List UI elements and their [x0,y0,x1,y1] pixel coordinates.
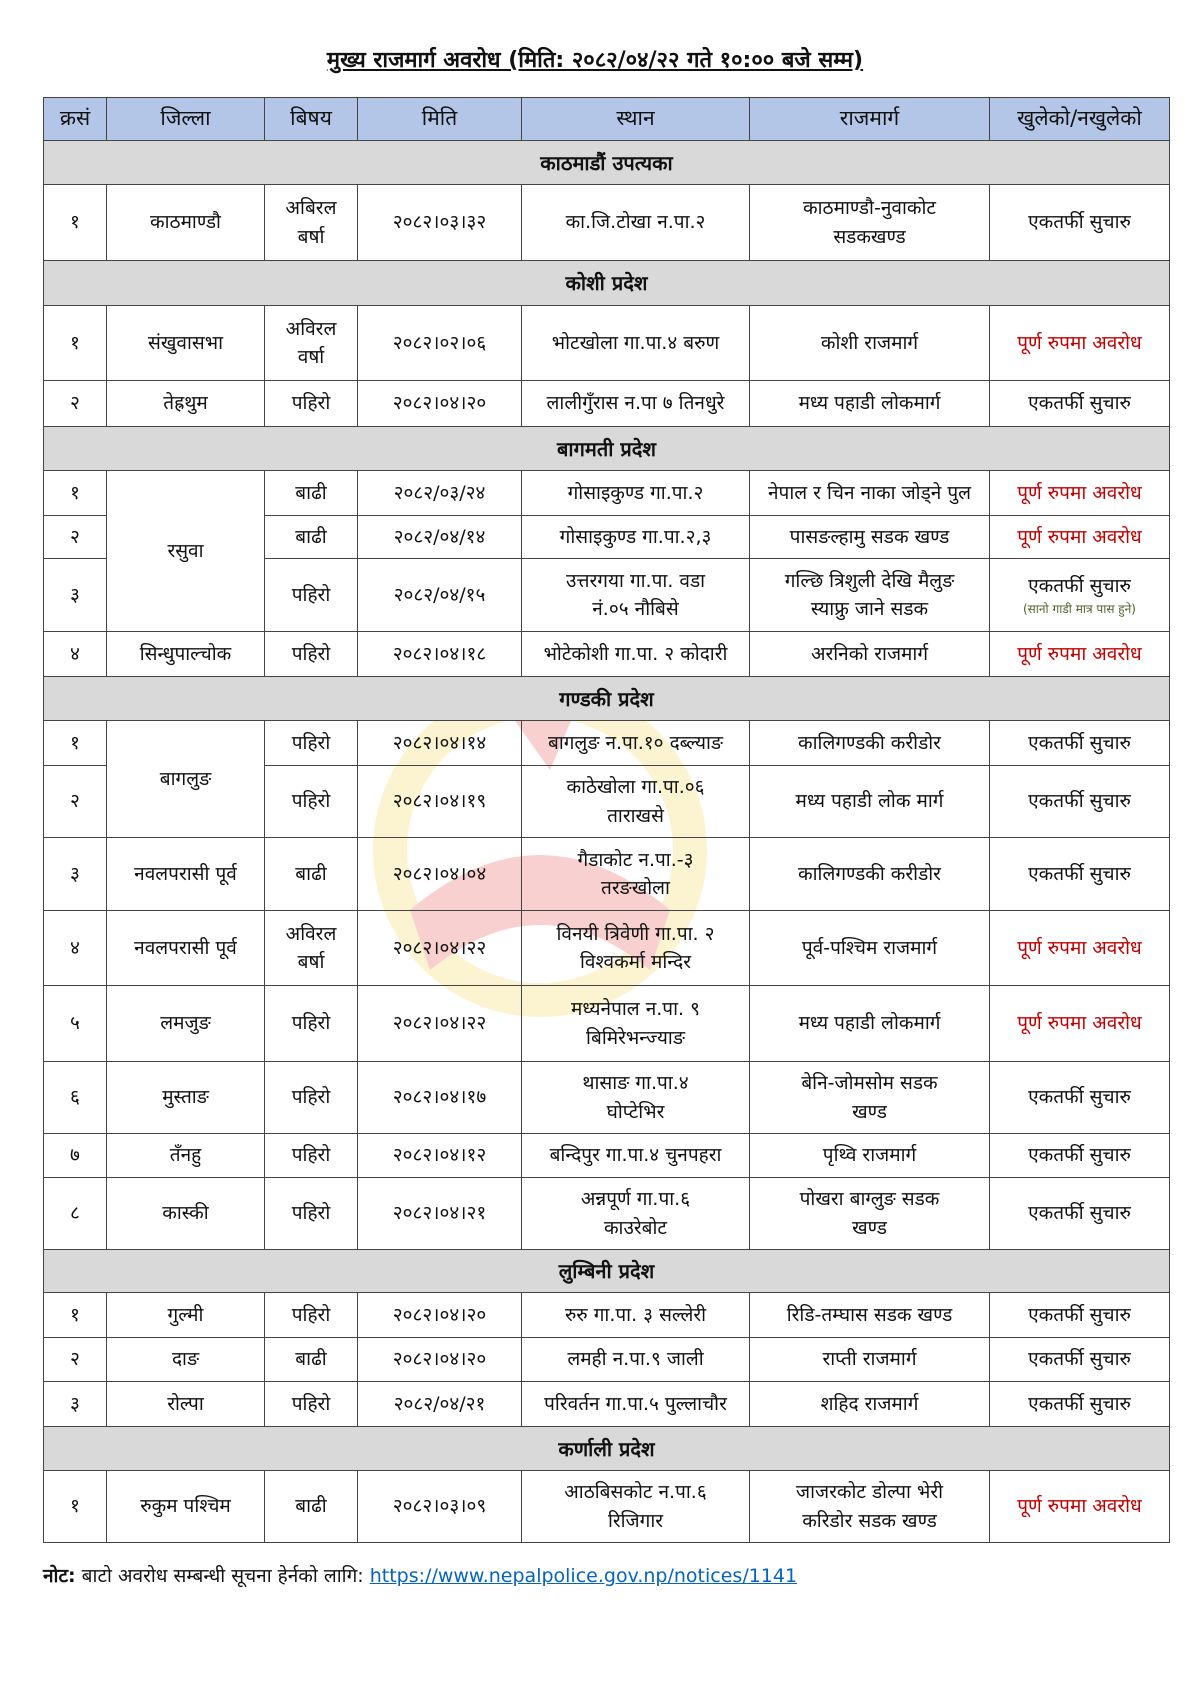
status-cell [990,1062,1170,1134]
status-open: एकतर्फी सुचारु [1028,1348,1131,1371]
place [522,986,750,1062]
place-line: गैडाकोट न.पा.-३ [577,848,694,871]
highway-line: खण्ड [852,1216,887,1239]
subject-line: अबिरल [285,197,337,219]
status-open: एकतर्फी सुचारु [1028,211,1131,234]
section-title: गण्डकी प्रदेश [44,677,1170,721]
section-title: लुम्बिनी प्रदेश [44,1250,1170,1293]
district: रसुवा [107,471,265,632]
place-line: लालीगुँरास न.पा ७ तिनधुरे [546,392,725,415]
table-row [44,838,1170,911]
district: तँनहु [107,1134,265,1178]
subject [265,516,358,559]
table-row [44,632,1170,677]
header-highway: राजमार्ग [750,98,990,141]
highway [750,559,990,632]
place-line: बिमिरेभन्ज्याङ [586,1026,685,1049]
subject [265,185,358,261]
subject-line: पहिरो [291,1086,331,1109]
subject-line: बाढी [295,862,327,885]
highway [750,185,990,261]
district: बागलुङ [107,721,265,838]
serial-number: ३ [44,838,107,911]
district: तेह्रथुम [107,381,265,427]
date: २०८२।०४।१९ [358,766,522,838]
district: काठमाण्डौ [107,185,265,261]
place-line: काठेखोला गा.पा.०६ [566,776,705,798]
section-title: बागमती प्रदेश [44,427,1170,471]
district: रोल्पा [107,1382,265,1427]
highway [750,381,990,427]
place [522,838,750,911]
place [522,1382,750,1427]
table-row [44,471,1170,516]
date: २०८२।०४।२२ [358,986,522,1062]
status-cell [990,1338,1170,1382]
serial-number: २ [44,1338,107,1382]
subject-line: पहिरो [291,790,331,813]
place-line: ताराखसे [607,804,664,827]
subject [265,632,358,677]
highway [750,1062,990,1134]
date: २०८२।०४।०४ [358,838,522,911]
road-obstruction-table [43,97,1170,1543]
status-open: एकतर्फी सुचारु [1028,1303,1131,1326]
district: मुस्ताङ [107,1062,265,1134]
section-row [44,261,1170,306]
highway [750,1471,990,1543]
page-title: मुख्य राजमार्ग अवरोध (मिति: २०८२/०४/२२ गते १०:०० बजे सम्म) [326,48,864,73]
serial-number: ६ [44,1062,107,1134]
serial-number: ३ [44,559,107,632]
table-row [44,911,1170,986]
status-blocked: पूर्ण रुपमा अवरोध [1017,642,1142,665]
table-row [44,721,1170,766]
serial-number: ४ [44,632,107,677]
status-cell [990,1471,1170,1543]
place-line: उत्तरगया गा.पा. वडा [565,569,706,592]
status-open: एकतर्फी सुचारु [1028,1202,1131,1225]
serial-number: ८ [44,1178,107,1250]
serial-number: ७ [44,1134,107,1178]
subject-line: बाढी [295,1495,327,1518]
subject [265,766,358,838]
place-line: बागलुङ न.पा.१० दब्ल्याङ [547,731,724,754]
highway [750,471,990,516]
status-open: एकतर्फी सुचारु [1028,575,1131,598]
subject-line: पहिरो [291,1202,331,1225]
subject-line: पहिरो [291,731,331,754]
status-note: (सानो गाडी मात्र पास हुने) [1023,601,1136,616]
highway [750,911,990,986]
section-row [44,427,1170,471]
place-line: विश्वकर्मा मन्दिर [579,951,692,973]
table-row [44,185,1170,261]
serial-number: १ [44,306,107,381]
subject-line: बाढी [295,1348,327,1371]
subject [265,471,358,516]
subject-line: अविरल [285,922,337,945]
table-row [44,1382,1170,1427]
subject [265,838,358,911]
status-cell [990,986,1170,1062]
date: २०८२।०४।१२ [358,1134,522,1178]
notice-link[interactable]: https://www.nepalpolice.gov.np/notices/1141 [369,1565,798,1587]
place [522,911,750,986]
place [522,1471,750,1543]
place-line: थासाङ गा.पा.४ [582,1072,689,1094]
table-row [44,1178,1170,1250]
highway-line: स्याफ्रु जाने सडक [810,598,929,620]
highway-line: पासङल्हामु सडक खण्ड [789,525,950,548]
date: २०८२।०४।१७ [358,1062,522,1134]
status-cell [990,516,1170,559]
place [522,471,750,516]
subject-line: पहिरो [291,392,331,415]
district: लमजुङ [107,986,265,1062]
status-cell [990,185,1170,261]
date: २०८२।०४।२० [358,1293,522,1338]
highway-line: मध्य पहाडी लोक मार्ग [795,790,944,813]
serial-number: १ [44,1471,107,1543]
section-row [44,141,1170,185]
date: २०८२।०३।३२ [358,185,522,261]
date: २०८२।०४।२१ [358,1178,522,1250]
place [522,1293,750,1338]
serial-number: २ [44,381,107,427]
status-open: एकतर्फी सुचारु [1028,392,1131,415]
date: २०८२/०३/२४ [358,471,522,516]
highway [750,721,990,766]
date: २०८२।०४।२० [358,381,522,427]
status-cell [990,559,1170,632]
subject-line: बर्षा [297,951,325,973]
place-line: नं.०५ नौबिसे [592,598,679,620]
highway [750,1338,990,1382]
subject [265,911,358,986]
highway-line: गल्छि त्रिशुली देखि मैलुङ [784,569,955,592]
table-row [44,986,1170,1062]
place-line: रुरु गा.पा. ३ सल्लेरी [564,1303,707,1326]
highway-line: पृथ्वि राजमार्ग [822,1144,917,1167]
place [522,632,750,677]
place-line: भोटेकोशी गा.पा. २ कोदारी [543,642,728,665]
highway-line: अरनिको राजमार्ग [810,642,929,665]
status-blocked: पूर्ण रुपमा अवरोध [1017,936,1142,959]
status-cell [990,471,1170,516]
table-header-row [44,98,1170,141]
subject-line: पहिरो [291,642,331,665]
status-blocked: पूर्ण रुपमा अवरोध [1017,1495,1142,1518]
highway-line: पोखरा बाग्लुङ सडक [799,1188,940,1210]
place-line: परिवर्तन गा.पा.५ पुल्लाचौर [544,1392,727,1415]
highway [750,1293,990,1338]
status-cell [990,838,1170,911]
section-row [44,1250,1170,1293]
status-cell [990,721,1170,766]
district: सिन्धुपाल्चोक [107,632,265,677]
highway-line: नेपाल र चिन नाका जोड्ने पुल [767,481,972,504]
highway-line: पूर्व-पश्चिम राजमार्ग [801,936,938,959]
header-district: जिल्ला [107,98,265,141]
header-date: मिति [358,98,522,141]
subject [265,559,358,632]
highway-line: काठमाण्डौ-नुवाकोट [803,197,936,219]
header-subject: बिषय [265,98,358,141]
highway-line: कालिगण्डकी करीडोर [798,731,941,754]
status-cell [990,632,1170,677]
highway-line: खण्ड [852,1100,887,1123]
table-row [44,1293,1170,1338]
status-cell [990,1293,1170,1338]
highway [750,516,990,559]
header-place: स्थान [522,98,750,141]
place [522,1178,750,1250]
place-line: बन्दिपुर गा.पा.४ चुनपहरा [549,1144,722,1167]
place [522,721,750,766]
status-cell [990,1134,1170,1178]
status-blocked: पूर्ण रुपमा अवरोध [1017,481,1142,504]
status-cell [990,1178,1170,1250]
subject [265,1471,358,1543]
district: रुकुम पश्चिम [107,1471,265,1543]
status-blocked: पूर्ण रुपमा अवरोध [1017,331,1142,354]
serial-number: २ [44,516,107,559]
district: गुल्मी [107,1293,265,1338]
subject [265,1134,358,1178]
highway-line: शहिद राजमार्ग [820,1392,919,1415]
highway [750,306,990,381]
serial-number: १ [44,471,107,516]
place-line: तरङखोला [601,877,670,899]
highway [750,1134,990,1178]
highway-line: मध्य पहाडी लोकमार्ग [798,392,941,415]
serial-number: ३ [44,1382,107,1427]
subject-line: अविरल [285,317,337,340]
highway-line: बेनि-जोमसोम सडक [801,1072,938,1094]
subject-line: बाढी [295,525,327,548]
table-row [44,381,1170,427]
serial-number: ५ [44,986,107,1062]
place [522,516,750,559]
date: २०८२।०४।२० [358,1338,522,1382]
status-cell [990,911,1170,986]
status-cell [990,766,1170,838]
subject-line: पहिरो [291,1144,331,1167]
highway [750,766,990,838]
subject [265,306,358,381]
table-row [44,1134,1170,1178]
district: संखुवासभा [107,306,265,381]
place [522,185,750,261]
place-line: का.जि.टोखा न.पा.२ [565,211,706,234]
subject [265,1338,358,1382]
header-status: खुलेको/नखुलेको [990,98,1170,141]
place [522,559,750,632]
place [522,306,750,381]
date: २०८२/०४/२१ [358,1382,522,1427]
status-open: एकतर्फी सुचारु [1028,731,1131,754]
subject [265,1293,358,1338]
place-line: गोसाइकुण्ड गा.पा.२ [567,481,704,504]
place [522,766,750,838]
date: २०८२/०४/१५ [358,559,522,632]
place-line: विनयी त्रिवेणी गा.पा. २ [556,922,715,945]
serial-number: १ [44,1293,107,1338]
header-sn: क्रसं [44,98,107,141]
place [522,1062,750,1134]
highway-line: मध्य पहाडी लोकमार्ग [798,1012,941,1035]
subject [265,986,358,1062]
date: २०८२।०४।२२ [358,911,522,986]
status-blocked: पूर्ण रुपमा अवरोध [1017,1012,1142,1035]
subject-line: बाढी [295,481,327,504]
place [522,381,750,427]
subject [265,381,358,427]
subject [265,1382,358,1427]
highway-line: कोशी राजमार्ग [820,331,919,354]
place-line: घोप्टेभिर [606,1100,665,1123]
status-cell [990,306,1170,381]
place-line: भोटखोला गा.पा.४ बरुण [551,331,720,354]
table-row [44,1471,1170,1543]
section-title: काठमाडौं उपत्यका [44,141,1170,185]
highway-line: रिडि-तम्घास सडक खण्ड [786,1303,953,1326]
serial-number: २ [44,766,107,838]
district: नवलपरासी पूर्व [107,838,265,911]
subject-line: पहिरो [291,583,331,606]
subject-line: बर्षा [297,225,325,248]
highway [750,632,990,677]
district: नवलपरासी पूर्व [107,911,265,986]
place-line: लमही न.पा.९ जाली [567,1348,704,1371]
date: २०८२।०४।१८ [358,632,522,677]
section-row [44,1427,1170,1471]
highway-line: जाजरकोट डोल्पा भेरी [795,1481,944,1503]
serial-number: ४ [44,911,107,986]
district: कास्की [107,1178,265,1250]
status-open: एकतर्फी सुचारु [1028,862,1131,885]
subject-line: पहिरो [291,1392,331,1415]
highway [750,1178,990,1250]
status-open: एकतर्फी सुचारु [1028,790,1131,813]
subject [265,1062,358,1134]
subject [265,721,358,766]
subject [265,1178,358,1250]
place-line: मध्यनेपाल न.पा. ९ [571,998,700,1020]
table-row [44,1062,1170,1134]
section-title: कोशी प्रदेश [44,261,1170,306]
subject-line: पहिरो [291,1012,331,1035]
place [522,1134,750,1178]
status-open: एकतर्फी सुचारु [1028,1392,1131,1415]
highway-line: राप्ती राजमार्ग [822,1348,917,1371]
date: २०८२।०३।०९ [358,1471,522,1543]
place-line: काउरेबोट [603,1216,668,1239]
section-row [44,677,1170,721]
table-row [44,1338,1170,1382]
status-cell [990,381,1170,427]
subject-line: पहिरो [291,1303,331,1326]
subject-line: वर्षा [297,346,325,368]
place-line: गोसाइकुण्ड गा.पा.२,३ [559,525,712,548]
date: २०८२/०४/१४ [358,516,522,559]
note-text: बाटो अवरोध सम्बन्धी सूचना हेर्नको लागि: [75,1565,370,1587]
place-line: आठबिसकोट न.पा.६ [564,1481,707,1503]
status-open: एकतर्फी सुचारु [1028,1144,1131,1167]
highway-line: करिडोर सडक खण्ड [802,1509,937,1532]
highway [750,838,990,911]
section-title: कर्णाली प्रदेश [44,1427,1170,1471]
district: दाङ [107,1338,265,1382]
highway [750,986,990,1062]
status-open: एकतर्फी सुचारु [1028,1086,1131,1109]
serial-number: १ [44,185,107,261]
status-blocked: पूर्ण रुपमा अवरोध [1017,525,1142,548]
highway [750,1382,990,1427]
date: २०८२।०२।०६ [358,306,522,381]
table-row [44,306,1170,381]
highway-line: कालिगण्डकी करीडोर [798,862,941,885]
highway-line: सडकखण्ड [833,225,906,248]
place-line: रिजिगार [607,1509,664,1532]
date: २०८२।०४।१४ [358,721,522,766]
place-line: अन्नपूर्ण गा.पा.६ [580,1188,691,1210]
place [522,1338,750,1382]
footer-note [43,1562,797,1588]
status-cell [990,1382,1170,1427]
note-label: नोट: [43,1565,76,1587]
serial-number: १ [44,721,107,766]
